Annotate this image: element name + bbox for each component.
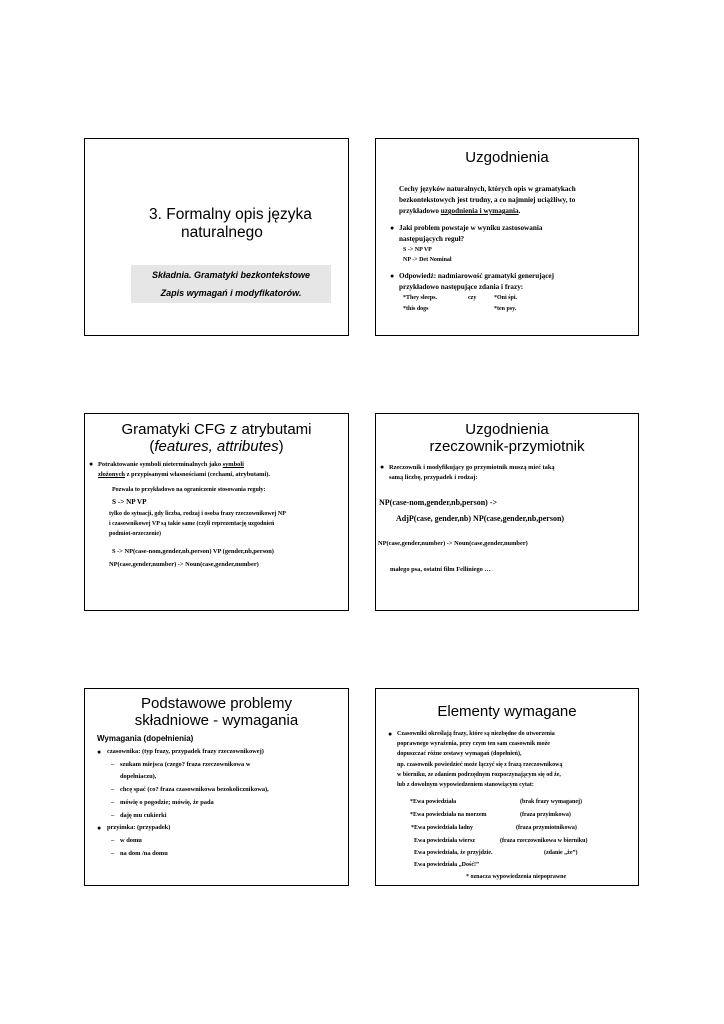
slide-3-rule-r1: S -> NP(case-nom,gender,nb,person) VP (gender,nb,person) bbox=[112, 548, 274, 555]
slide-5-title-line2: składniowe - wymagania bbox=[134, 712, 299, 729]
slide-4-bullet1-line2: samą liczbę, przypadek i rodzaj: bbox=[389, 474, 478, 481]
slide-5-sub6: na dom /na domu bbox=[120, 850, 168, 857]
slide-2-rule1: S -> NP VP bbox=[403, 247, 432, 253]
slide-1 bbox=[84, 138, 349, 336]
slide-6-example-a: Ewa powiedziała „Dość!” bbox=[414, 862, 479, 868]
slide-6-example-a: *Ewa powiedziała na morzem bbox=[410, 812, 487, 818]
slide-6-example-a: *Ewa powiedziała bbox=[410, 799, 457, 805]
slide-3-allow-text: Pozwala to przykładowo na ograniczenie stosowania reguły: bbox=[112, 487, 266, 493]
slide-5-section-heading: Wymagania (dopełnienia) bbox=[97, 734, 194, 743]
slide-6-example-b: (zdanie „że”) bbox=[544, 850, 578, 856]
slide-6-para-line2: w bierniku, ze zdaniem podrzędnym rozpoczynającym się od że, bbox=[397, 772, 561, 778]
slide-3-cond-line3: podmiot-orzeczenie) bbox=[109, 531, 161, 537]
slide-2-example1-pl: *Oni śpi. bbox=[494, 295, 518, 301]
bullet-icon: ● bbox=[390, 224, 395, 232]
slide-6-example-a: *Ewa powiedziała ładny bbox=[411, 825, 474, 831]
slide-3-bullet1-line2: złożonych z przypisanymi własnościami (cechami, atrybutami). bbox=[98, 471, 271, 478]
slide-2-question-line2: następujących reguł? bbox=[399, 235, 465, 243]
slide-6-bullet1-line2: poprawnego wyrażenia, przy czym ten sam czasownik może bbox=[397, 741, 550, 747]
slide-3-rule: S -> NP VP bbox=[112, 498, 147, 506]
slide-2-intro-line1: Cechy języków naturalnych, których opis w gramatykach bbox=[399, 185, 576, 193]
slide-6-example-b: (brak frazy wymaganej) bbox=[520, 799, 582, 805]
slide-4-rule-r1: NP(case-nom,gender,nb,person) -> bbox=[379, 498, 498, 507]
slide-2-example1-or: czy bbox=[468, 295, 477, 301]
slide-3-title-line1: Gramatyki CFG z atrybutami bbox=[121, 421, 312, 438]
slide-4-bullet1-line1: Rzeczownik i modyfikujący go przymiotnik muszą mieć taką bbox=[389, 464, 555, 471]
slide-4-title-line1: Uzgodnienia bbox=[465, 421, 549, 438]
slide-4-title-line2: rzeczownik-przymiotnik bbox=[429, 438, 585, 455]
slide-5-dash: – bbox=[111, 786, 115, 793]
slide-2-question-line1: Jaki problem powstaje w wyniku zastosowania bbox=[399, 224, 543, 232]
slide-6-title: Elementy wymagane bbox=[437, 703, 577, 720]
slide-6-para-line1: np. czasownik powiedzieć może łączyć się z frazą rzeczownikową bbox=[397, 762, 563, 768]
slide-2-intro-line3: przykładowo uzgodnienia i wymagania. bbox=[399, 207, 521, 215]
slide-5-title-line1: Podstawowe problemy bbox=[141, 695, 292, 712]
slide-5-sub3: mówię o pogodzie; mówię, że pada bbox=[120, 799, 214, 806]
slide-4 bbox=[375, 413, 639, 611]
slide-2-rule2: NP -> Det Nominal bbox=[403, 257, 452, 263]
slide-4-example: małego psa, ostatni film Felliniego … bbox=[390, 566, 491, 573]
slide-3-rule-r2: NP(case,gender,number) -> Noun(case,gender,number) bbox=[109, 561, 259, 568]
slide-6-bullet1-line1: Czasowniki określają frazy, które są niezbędne do utworzenia bbox=[397, 731, 555, 737]
slide-3-cond-line2: i czasownikowej VP są takie same (czyli reprezentację uzgodnień bbox=[109, 521, 275, 527]
slide-1-title-line2: naturalnego bbox=[181, 224, 263, 241]
slide-6-example-b: (fraza przymiotnikowa) bbox=[516, 825, 577, 831]
slide-5 bbox=[84, 688, 349, 886]
slide-3-bullet1-line1: Potraktowanie symboli nieterminalnych jako symboli bbox=[98, 461, 244, 468]
slide-6-example-b: (fraza rzeczownikowa w bierniku) bbox=[500, 838, 588, 844]
slide-5-sub1-line2: dopełniaczu), bbox=[120, 773, 157, 780]
slide-6-bullet1-line3: dopuszczać różne zestawy wymagań (dopełnień), bbox=[397, 751, 522, 757]
slide-5-bullet2: przyimka: (przypadek) bbox=[107, 824, 171, 831]
slide-5-dash: – bbox=[111, 837, 115, 844]
slide-6 bbox=[375, 688, 639, 886]
slide-2-example2-pl: *ten psy. bbox=[494, 306, 517, 312]
slide-4-rule-r3: NP(case,gender,number) -> Noun(case,gender,number) bbox=[378, 540, 528, 547]
slide-5-dash: – bbox=[111, 812, 115, 819]
slide-6-example-b: (fraza przyimkowa) bbox=[520, 812, 571, 818]
bullet-icon: ● bbox=[97, 824, 102, 832]
slide-6-note: * oznacza wypowiedzenia niepoprawne bbox=[466, 874, 567, 880]
slide-2-title: Uzgodnienia bbox=[465, 149, 549, 166]
slide-5-dash: – bbox=[111, 799, 115, 806]
slide-2 bbox=[375, 138, 639, 336]
slide-5-sub5: w domu bbox=[120, 837, 142, 844]
slide-5-sub4: daję mu cukierki bbox=[120, 812, 167, 819]
slide-2-example1-en: *They sleeps. bbox=[403, 295, 438, 301]
slide-2-example2-en: *this dogs bbox=[403, 306, 429, 312]
bullet-icon: ● bbox=[388, 730, 393, 738]
slide-1-subtitle-line2: Zapis wymagań i modyfikatorów. bbox=[160, 288, 302, 298]
slide-5-dash: – bbox=[111, 761, 115, 768]
slide-3 bbox=[84, 413, 349, 611]
bullet-icon: ● bbox=[390, 272, 395, 280]
slide-6-example-a: Ewa powiedziała, że przyjdzie. bbox=[414, 850, 493, 856]
slide-6-example-a: Ewa powiedziała wiersz bbox=[414, 838, 475, 844]
slide-2-answer-line2: przykładowo następujące zdania i frazy: bbox=[399, 283, 524, 291]
slide-5-sub2: chcę spać (co? fraza czasownikowa bezokolicznikowa), bbox=[120, 786, 269, 793]
bullet-icon: ● bbox=[89, 460, 94, 468]
slide-5-sub1-line1: szukam miejsca (czego? fraza rzeczownikowa w bbox=[120, 761, 251, 768]
slide-1-title-line1: 3. Formalny opis języka bbox=[149, 206, 312, 223]
slide-6-para-line3: lub z dowolnym wypowiedzeniem stanowiącym cytat: bbox=[397, 782, 534, 788]
slide-5-bullet1: czasownika: (typ frazy, przypadek frazy rzeczownikowej) bbox=[107, 748, 264, 755]
slide-2-intro-line2: bezkontekstowych jest trudny, a co najmniej uciążliwy, to bbox=[399, 196, 576, 204]
slide-2-answer-line1: Odpowiedź: nadmiarowość gramatyki generującej bbox=[399, 272, 554, 280]
slide-3-title-line2: (features, attributes) bbox=[149, 438, 284, 455]
bullet-icon: ● bbox=[97, 748, 102, 756]
slide-3-cond-line1: tylko do sytuacji, gdy liczba, rodzaj i osoba frazy rzeczownikowej NP bbox=[109, 511, 286, 517]
slide-4-rule-r2: AdjP(case, gender,nb) NP(case,gender,nb,person) bbox=[396, 514, 565, 523]
slide-1-subtitle-line1: Składnia. Gramatyki bezkontekstowe bbox=[151, 270, 311, 280]
slide-5-dash: – bbox=[111, 850, 115, 857]
bullet-icon: ● bbox=[380, 463, 385, 471]
